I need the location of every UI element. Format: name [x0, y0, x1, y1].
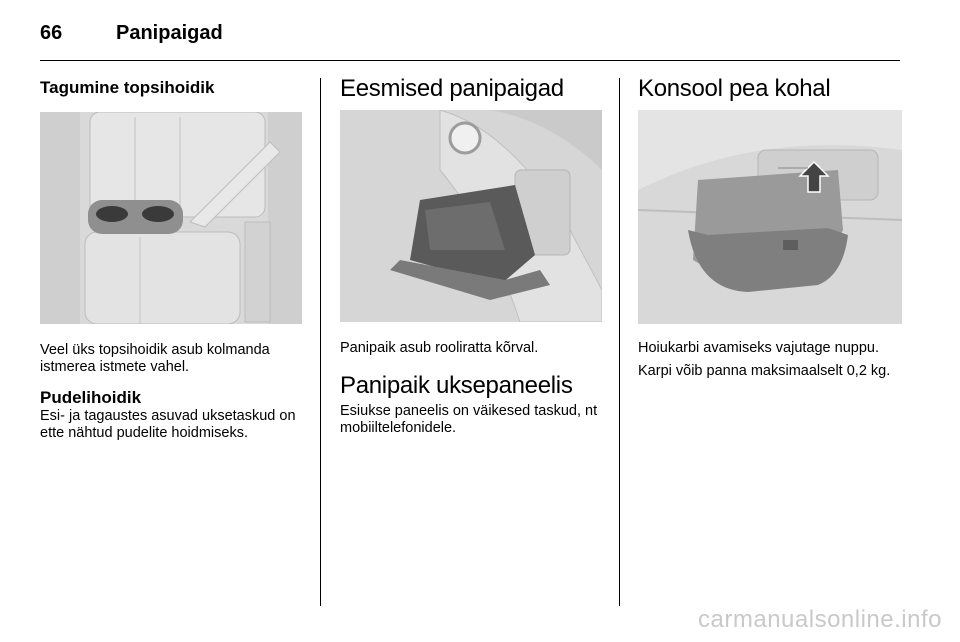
column-rear-cup-holder	[40, 72, 302, 442]
page-title: Panipaigad	[116, 22, 223, 44]
column-divider-2	[619, 78, 620, 606]
front-storage-illustration	[340, 110, 602, 322]
overhead-console-text-2: Karpi võib panna maksimaalselt 0,2 kg.	[638, 363, 891, 379]
overhead-console-drawing	[638, 110, 902, 324]
rear-cup-holder-illustration	[40, 112, 302, 324]
subheading-bottle-holder: Pudelihoidik	[40, 388, 142, 407]
column-divider-1	[320, 78, 321, 606]
header-rule	[40, 60, 900, 61]
subheading-door-panel-storage: Panipaik uksepaneelis	[340, 372, 573, 399]
overhead-console-text-1: Hoiukarbi avamiseks vajutage nuppu.	[638, 340, 879, 356]
overhead-console-illustration	[638, 110, 902, 324]
watermark-footer: carmanualsonline.info	[698, 606, 942, 633]
front-storage-drawing	[340, 110, 602, 322]
section-heading-overhead-console: Konsool pea kohal	[638, 75, 831, 102]
rear-cup-holder-drawing	[40, 112, 302, 324]
column-overhead-console	[638, 72, 902, 380]
column-front-storage	[340, 72, 602, 437]
section-heading-front-storage: Eesmised panipaigad	[340, 75, 564, 102]
front-storage-text: Panipaik asub rooliratta kõrval.	[340, 340, 539, 356]
section-heading-rear-cup-holder: Tagumine topsihoidik	[40, 78, 215, 97]
door-panel-storage-text: Esiukse paneelis on väikesed taskud, nt mobiiltelefonidele.	[340, 403, 598, 436]
page-number: 66	[40, 22, 63, 44]
rear-cup-holder-text: Veel üks topsihoidik asub kolmanda istmerea istmete vahel.	[40, 342, 270, 375]
page-header	[40, 18, 900, 58]
bottle-holder-text: Esi- ja tagaustes asuvad uksetaskud on ette nähtud pudelite hoidmiseks.	[40, 408, 296, 441]
